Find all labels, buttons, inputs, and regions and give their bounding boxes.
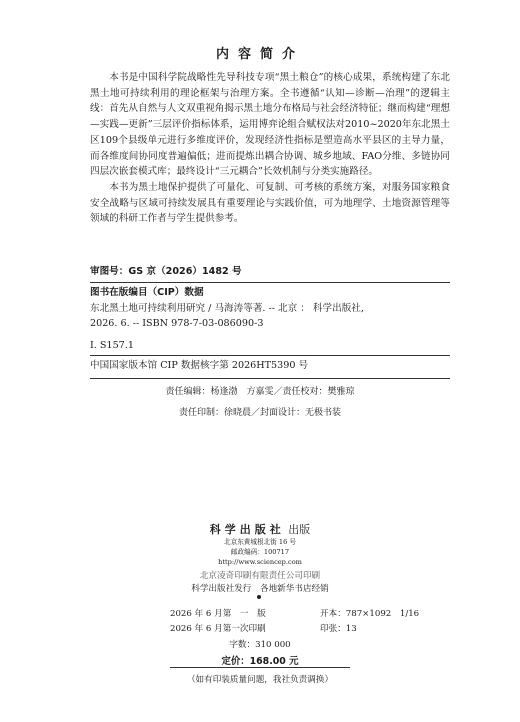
book-format: 开本：787×1092 1/16 [320,609,420,619]
printing-row [170,622,357,634]
cip-record-number: 中国国家版本馆 CIP 数据核字第 2026HT5390 号 [90,360,309,371]
cip-heading: 图书在版编目（CIP）数据 [90,287,204,298]
distribution-line: 科学出版社发行 各地新华书店经销 [191,584,329,594]
intro-heading: 内容简介 [215,47,304,62]
intro-text [90,70,450,227]
print-sheets: 印张：13 [320,624,357,634]
cip-entry-line: 2026. 6. -- ISBN 978-7-03-086090-3 [90,318,264,329]
production-credits: 责任印制：徐晓晨／封面设计：无极书装 [178,408,341,418]
edition-row [170,607,419,619]
publisher-name [0,521,520,537]
intro-paragraph: 本书为黑土地保护提供了可量化、可复制、可考核的系统方案，对服务国家粮食安全战略与区域可持续发展具有重要理论与实践价值，可为地理学、土地资源管理等领域的科研工作者与学生提供参考。 [90,181,450,225]
publisher-postcode: 邮政编码：100717 [230,548,290,556]
divider [90,355,450,356]
publisher-logo-text: 科学出版社 [209,523,285,536]
publisher-suffix: 出版 [288,523,311,536]
editor-credits: 责任编辑：杨逢渤 方嘉雯／责任校对：樊雅琼 [165,387,355,397]
intro-paragraph: 本书是中国科学院战略性先导科技专项“黑土粮仓”的核心成果，系统构建了东北黑土地可持续利用的理论框架与治理方案。全书遵循“认知—诊断—治理”的逻辑主线：首先从自然与人文双重视角揭示黑土地分布格局与社会经济特征；继而构建“理想—实践—更新”三层评价指标体系，运用博弈论组合赋权法对2010~2020年东北黑土区109个县级单元进行多维度评价，发现经济性指标是塑造高水平县区的主导力量，而各维度间协同度普遍偏低；进而提炼出耦合协调、城乡地域、FAO分维、多链协同四层次嵌套模式库；最终设计“三元耦合”长效机制与分类实施路径。 [90,72,450,178]
first-edition: 2026 年 6 月第 一 版 [170,609,266,619]
quality-notice: （如有印装质量问题，我社负责调换） [186,675,334,685]
divider [90,378,450,379]
cip-entry-line: 东北黑土地可持续利用研究 / 马海涛等著. -- 北京 ： 科学出版社, [90,303,364,314]
printer-line: 北京凌奇印刷有限责任公司印刷 [199,571,321,581]
publisher-website: http://www.sciencep.com [218,558,302,566]
cip-classification: Ⅰ. S157.1 [90,340,134,351]
word-count: 字数：310 000 [229,640,291,650]
divider [170,667,350,668]
separator-dot [257,595,261,599]
map-approval-number: 审图号：GS 京（2026）1482 号 [90,266,242,277]
price: 定价：168.00 元 [221,656,299,667]
divider [90,282,450,283]
first-printing: 2026 年 6 月第一次印刷 [170,624,266,634]
publisher-address: 北京东黄城根北街 16 号 [224,538,296,546]
